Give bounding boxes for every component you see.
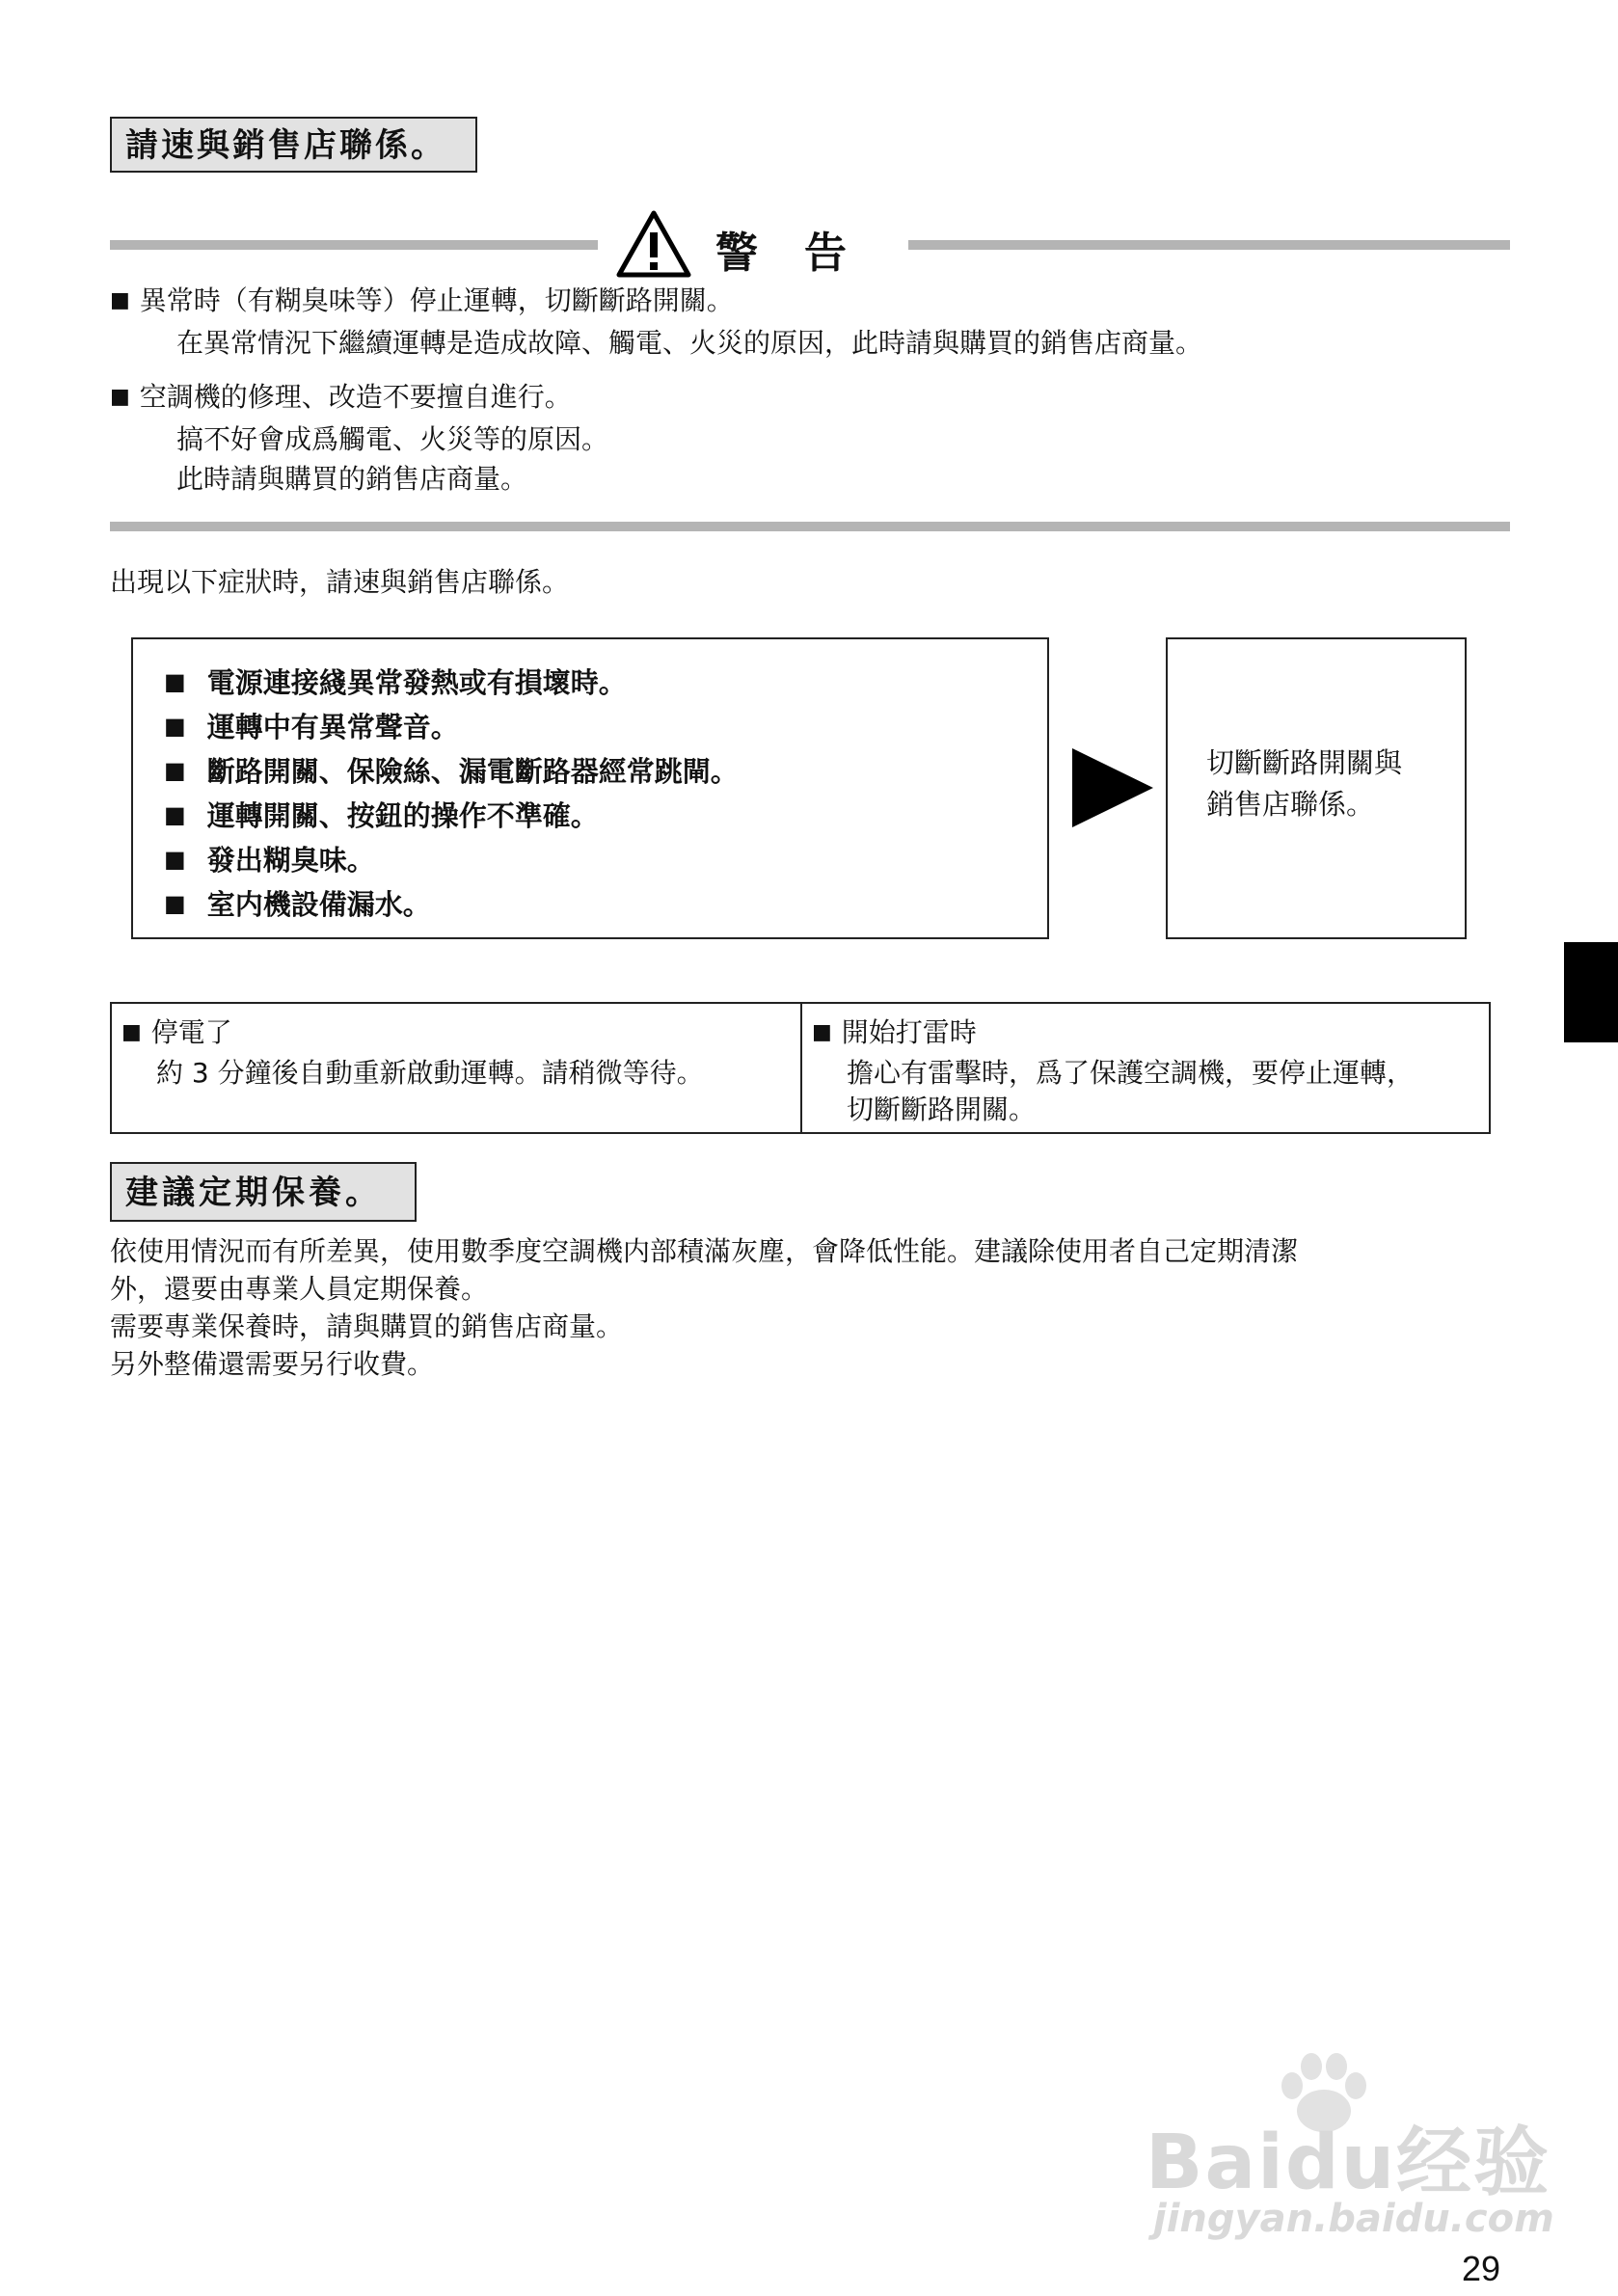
note-title-thunder: ■ 開始打雷時	[812, 1016, 977, 1048]
note-line-thunder-1: 擔心有雷擊時，爲了保護空調機，要停止運轉，	[847, 1057, 1415, 1089]
watermark-url: jingyan.baidu.com	[1153, 2197, 1554, 2241]
section-title-contact: 請速與銷售店聯係。	[110, 117, 477, 173]
page-number: 29	[1462, 2249, 1501, 2288]
section-title-maintenance: 建議定期保養。	[110, 1162, 417, 1222]
bullet-square-icon: ■	[164, 757, 186, 784]
warning-bar-right	[908, 240, 1510, 250]
bullet-square-icon: ■	[812, 1020, 832, 1044]
symptom-item: ■ 運轉開關、按鈕的操作不準確。	[164, 799, 599, 832]
bullet-square-icon: ■	[164, 890, 186, 917]
symptom-item: ■ 運轉中有異常聲音。	[164, 711, 459, 743]
symptom-item: ■ 發出糊臭味。	[164, 844, 375, 877]
bullet-square-icon: ■	[164, 713, 186, 740]
note-title-power-outage: ■ 停電了	[121, 1016, 232, 1048]
warning-title: 警告	[715, 229, 893, 278]
watermark-brand: Baidu经验	[1146, 2120, 1551, 2206]
warning-item-2-detail-2: 此時請與購買的銷售店商量。	[176, 463, 528, 495]
warning-bar-left	[110, 240, 598, 250]
symptoms-intro: 出現以下症狀時，請速與銷售店聯係。	[110, 566, 570, 598]
warning-bar-bottom	[110, 522, 1510, 531]
chapter-tab-marker	[1564, 942, 1618, 1042]
note-line-power-outage: 約 3 分鐘後自動重新啟動運轉。請稍微等待。	[156, 1057, 704, 1089]
symptom-item: ■ 室内機設備漏水。	[164, 888, 431, 921]
bullet-square-icon: ■	[164, 801, 186, 828]
symptom-item: ■ 電源連接綫異常發熱或有損壞時。	[164, 666, 627, 699]
bullet-square-icon: ■	[110, 385, 130, 409]
bullet-square-icon: ■	[110, 288, 130, 312]
symptoms-box	[131, 637, 1049, 939]
warning-item-1: ■ 異常時（有糊臭味等）停止運轉，切斷斷路開關。	[110, 284, 734, 316]
note-line-thunder-2: 切斷斷路開關。	[847, 1094, 1037, 1125]
bullet-square-icon: ■	[164, 846, 186, 873]
symptom-item: ■ 斷路開關、保險絲、漏電斷路器經常跳閘。	[164, 755, 739, 788]
bullet-square-icon: ■	[121, 1020, 142, 1044]
action-box	[1166, 637, 1467, 939]
maintenance-line-3: 需要專業保養時，請與購買的銷售店商量。	[110, 1310, 624, 1342]
warning-triangle-icon	[615, 209, 692, 279]
action-line-1: 切斷斷路開關與	[1206, 746, 1403, 779]
notes-table	[110, 1002, 1491, 1134]
maintenance-line-4: 另外整備還需要另行收費。	[110, 1348, 435, 1380]
warning-item-2-detail-1: 搞不好會成爲觸電、火災等的原因。	[176, 423, 609, 455]
maintenance-line-1: 依使用情況而有所差異，使用數季度空調機内部積滿灰塵，會降低性能。建議除使用者自己定期清潔	[110, 1235, 1299, 1267]
action-line-2: 銷售店聯係。	[1206, 788, 1375, 821]
bullet-square-icon: ■	[164, 668, 186, 695]
maintenance-line-2: 外，還要由專業人員定期保養。	[110, 1273, 489, 1305]
arrow-right-icon	[1072, 748, 1153, 827]
notes-divider	[800, 1004, 802, 1132]
warning-item-2: ■ 空調機的修理、改造不要擅自進行。	[110, 381, 572, 413]
warning-item-1-detail: 在異常情況下繼續運轉是造成故障、觸電、火災的原因，此時請與購買的銷售店商量。	[176, 327, 1203, 359]
